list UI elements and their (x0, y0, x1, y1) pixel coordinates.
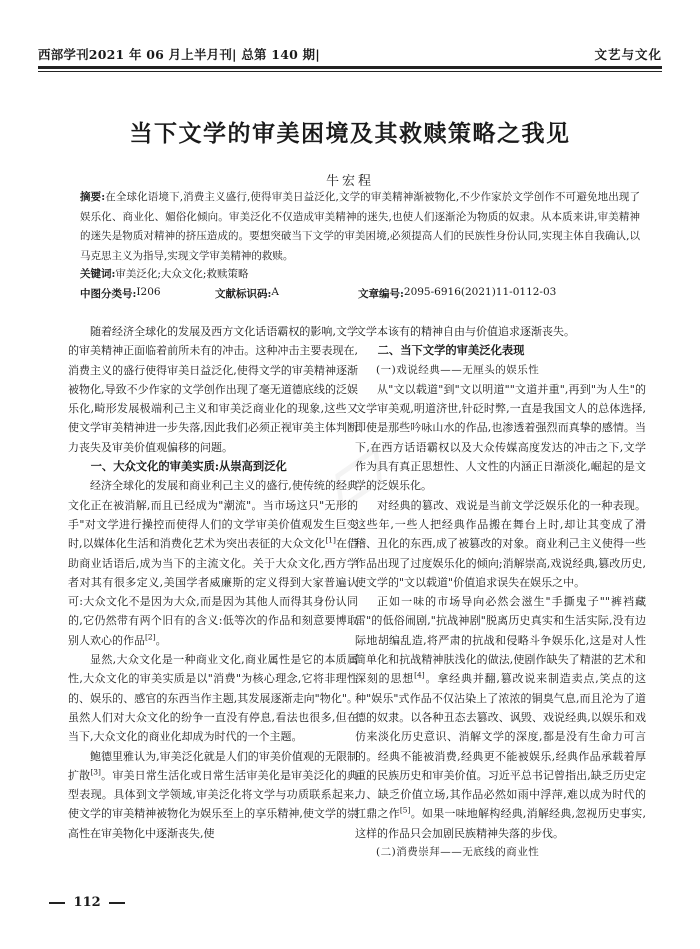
paragraph: 从"文以载道"到"文以明道""文道并重",再到"为人生"的文学审美观,明道济世,针砭时弊,一直是我国文人的总体选择,即使是那些吟咏山水的作品,也渗透着强烈而真挚的感情。当下,在西方话语霸权以及大众传媒高度发达的冲击之下,文学作为具有真正思想性、人文性的内涵正日渐淡化,崛起的是文学的泛娱乐化。 (355, 382, 646, 493)
keywords-label: 关键词: (80, 268, 116, 280)
article-no-label: 文章编号: (358, 288, 404, 300)
paragraph: 文学本该有的精神自由与价值追求逐渐丧失。 (355, 325, 575, 338)
paragraph-text: 正如一味的市场导向必然会滋生"手撕鬼子""裤裆藏雷"的低俗闹剧,"抗战神剧"脱离历史真实和生活实际,没有边际地胡编乱造,将严肃的抗战和侵略斗争娱乐化,这是对人性简单化和抗战精神肤浅化的做法,使剧作缺失了精湛的艺术和深刻的思想 (355, 595, 646, 686)
page-number: 112 (73, 895, 101, 910)
footer-dash-right (109, 902, 125, 904)
paragraph: 随着经济全球化的发展及西方文化话语霸权的影响,文学的审美精神正面临着前所未有的冲击。这种冲击主要表现在,消费主义的盛行使得审美日益泛化,使得文学的审美精神逐渐被物化,导致不少作家的文学创作出现了毫无道德底线的泛娱乐化,畸形发展极端利己主义和审美泛商业化的现象,这些又使文学审美精神进一步失落,因此我们必须正视审美主体判断力丧失及审美价值观偏移的问题。 (68, 325, 358, 454)
abstract-text: 在全球化语境下,消费主义盛行,使得审美日益泛化,文学的审美精神渐被物化,不少作家於文学创作不可避免地出现了娱乐化、商业化、媚俗化倾向。审美泛化不仅造成审美精神的迷失,也使人们逐渐沦为物质的奴隶。从本质来讲,审美精神的迷失是物质对精神的挤压造成的。要想突破当下文学的审美困境,必须提高人们的民族性身份认同,实现主体自我确认,以马克思主义为指导,实现文学审美精神的救赎。 (80, 191, 640, 262)
doc-code-value: A (271, 286, 279, 298)
clc-number (80, 286, 161, 301)
header-rule-thin (38, 71, 662, 72)
paragraph-text: 。拿经典并翻,篡改说来制造卖点,笑点的这种"娱乐"式作品不仅沾染上了浓浓的铜臭气息,而且沦为了道德的奴隶。以各种丑态去篡改、讽毁、戏说经典,以娱乐和戏仿来淡化历史意识、消解文学的深度,都是没有生命力可言的。经典不能被消费,经典更不能被娱乐,经典作品承载着厚重的民族历史和审美价值。习近平总书记曾指出,缺乏历史定力、缺乏价值立场,其作品必然如雨中浮萍,难以成为时代的扛鼎之作 (355, 672, 646, 821)
paragraph-text: 鲍德里雅认为,审美泛化就是人们的审美价值观的无限制扩散 (68, 749, 358, 782)
body-column-right (355, 322, 646, 862)
paragraph-text: 。如果一味地解构经典,消解经典,忽视历史事实,这样的作品只会加剧民族精神失落的步伐。 (355, 807, 646, 840)
paragraph-text: 在借助商业话语后,成为当下的主流文化。关于大众文化,西方学者对其有很多定义,美国学者威廉斯的定义得到大家普遍认可:大众文化不是因为大众,而是因为其他人而得其身份认同的,它仍然带有两个旧有的含义:低等次的作品和刻意要博取别人欢心的作品 (68, 537, 359, 647)
paragraph (355, 592, 646, 843)
abstract (80, 188, 640, 266)
section-name: 文艺与文化 (594, 47, 662, 62)
clc-value: I206 (136, 286, 161, 298)
citation-ref: [5] (399, 805, 411, 815)
article-no-value: 2095-6916(2021)11-0112-03 (403, 286, 557, 298)
article-title: 当下文学的审美困境及其救赎策略之我见 (129, 120, 571, 147)
section-heading: 二、当下文学的审美泛化表现 (377, 343, 525, 358)
paragraph-text: 。 (155, 633, 167, 647)
paragraph: 显然,大众文化是一种商业文化,商业属性是它的本质属性,大众文化的审美实质是以"消费"为核心理念,它将非理性的、娱乐的、感官的东西当作主题,其发展逐渐走向"物化"。虽然人们对大众文化的纷争一直没有停息,看法也很多,但在当下,大众文化的商业化却成为时代的一个主题。 (68, 653, 358, 744)
article-author: 牛宏程 (325, 174, 374, 189)
paragraph-text: 。审美日常生活化或日常生活审美化是审美泛化的典型表现。具体到文学领域,审美泛化将文学与功质联系起来,使文学的审美精神被物化为娱乐至上的享乐精神,使文学的崇高性在审美物化中逐渐丧失,使 (68, 768, 359, 840)
subsection-heading: (一)戏说经典——无厘头的娱乐性 (376, 363, 540, 376)
keywords (80, 266, 640, 281)
citation-ref: [4] (414, 670, 425, 680)
abstract-label: 摘要: (80, 191, 106, 203)
footer-dash-left (49, 902, 65, 904)
page-footer (45, 895, 129, 910)
body-column-left (68, 322, 358, 843)
paragraph (68, 476, 358, 650)
paragraph (68, 747, 358, 843)
citation-ref: [2] (145, 632, 156, 642)
article-number (358, 286, 557, 301)
clc-label: 中图分类号: (80, 288, 137, 300)
journal-issue-info: 西部学刊2021 年 06 月上半月刊| 总第 140 期| (38, 47, 320, 62)
citation-ref: [3] (90, 767, 101, 777)
section-heading: 一、大众文化的审美实质:从崇高到泛化 (90, 459, 287, 474)
document-code (215, 286, 279, 301)
paragraph-text: 经济全球化的发展和商业利己主义的盛行,使传统的经典文化正在被消解,而且已经成为"潮流"。当市场这只"无形的手"对文学进行操控而使得人们的文学审美价值观发生巨变时,以媒体化生活和消费化艺术为突出表征的大众文化 (68, 479, 358, 551)
subsection-heading: (二)消费崇拜——无底线的商业性 (376, 846, 540, 859)
header-rule-thick (38, 66, 662, 69)
running-header (38, 40, 662, 66)
citation-ref: [1] (325, 535, 336, 545)
paragraph: 对经典的篡改、戏说是当前文学泛娱乐化的一种表现。这些年,一些人把经典作品搬在舞台上时,却让其变成了滑稽、丑化的东西,成了被篡改的对象。商业利己主义使得一些作品出现了过度娱乐化的倾向;消解崇高,戏说经典,篡改历史,使文学的"文以载道"价值追求误失在娱乐之中。 (355, 498, 646, 589)
doc-code-label: 文献标识码: (215, 288, 272, 300)
keywords-text: 审美泛化;大众文化;救赎策略 (115, 268, 249, 280)
